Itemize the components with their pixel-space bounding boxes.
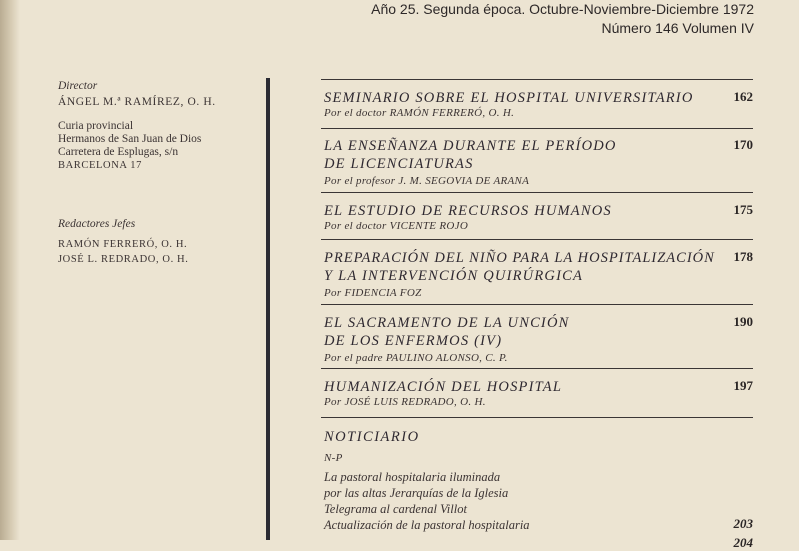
- page-number: 162: [733, 89, 753, 104]
- article-title: EL ESTUDIO DE RECURSOS HUMANOS: [324, 203, 612, 219]
- toc-rule: [321, 417, 753, 418]
- page-number: 203: [733, 516, 753, 531]
- column-divider: [266, 78, 270, 540]
- toc-entry[interactable]: [324, 249, 753, 299]
- news-item: por las altas Jerarquías de la Iglesia: [324, 486, 509, 500]
- toc-entry[interactable]: [324, 89, 753, 119]
- toc-rule: [321, 239, 753, 240]
- editors-label: Redactores Jefes: [58, 218, 136, 230]
- toc-rule: [321, 79, 753, 80]
- page-number: 204: [733, 535, 753, 550]
- page-number: 175: [733, 202, 753, 217]
- address-line: Carretera de Esplugas, s/n: [58, 146, 179, 158]
- article-title: HUMANIZACIÓN DEL HOSPITAL: [324, 379, 563, 395]
- news-item: [324, 517, 753, 533]
- news-item: Telegrama al cardenal Villot: [324, 502, 467, 516]
- director-name: ÁNGEL M.ª RAMÍREZ, O. H.: [58, 96, 216, 108]
- article-author: Por el profesor J. M. SEGOVIA DE ARANA: [324, 175, 530, 187]
- article-author: Por JOSÉ LUIS REDRADO, O. H.: [324, 396, 486, 408]
- toc-entry[interactable]: [324, 378, 753, 408]
- page-gutter-shadow: [0, 0, 20, 540]
- article-title: SEMINARIO SOBRE EL HOSPITAL UNIVERSITARIO: [324, 90, 694, 106]
- toc-entry[interactable]: [324, 314, 753, 364]
- news-item-text: Actualización de la pastoral hospitalaria: [324, 518, 530, 532]
- toc-entry[interactable]: [324, 202, 753, 232]
- editor-name: RAMÓN FERRERÓ, O. H.: [58, 239, 188, 250]
- toc-rule: [321, 304, 753, 305]
- toc-entry[interactable]: [324, 137, 753, 187]
- article-title-cont: DE LICENCIATURAS: [324, 156, 474, 172]
- masthead: [58, 80, 258, 267]
- address-line: Hermanos de San Juan de Dios: [58, 133, 202, 145]
- news-item: La pastoral hospitalaria iluminada: [324, 470, 501, 484]
- address-line: BARCELONA 17: [58, 160, 142, 171]
- article-author: Por el doctor VICENTE ROJO: [324, 220, 469, 232]
- page-number: 197: [733, 378, 753, 393]
- article-title-cont: Y LA INTERVENCIÓN QUIRÚRGICA: [324, 268, 584, 284]
- noticiario-section: [324, 428, 753, 549]
- issue-line: Año 25. Segunda época. Octubre-Noviembre-Diciembre 1972: [371, 1, 754, 17]
- editor-name: JOSÉ L. REDRADO, O. H.: [58, 254, 189, 265]
- section-subtitle: N-P: [324, 452, 343, 464]
- toc-rule: [321, 368, 753, 369]
- article-title: LA ENSEÑANZA DURANTE EL PERÍODO: [324, 138, 617, 154]
- section-title: NOTICIARIO: [324, 429, 420, 445]
- page-number: 170: [733, 137, 753, 152]
- page-number: 178: [733, 249, 753, 264]
- article-author: Por FIDENCIA FOZ: [324, 287, 422, 299]
- article-author: Por el padre PAULINO ALONSO, C. P.: [324, 352, 508, 364]
- news-item-cut: [324, 533, 753, 549]
- address-block: [58, 120, 258, 172]
- director-label: Director: [58, 80, 98, 92]
- address-line: Curia provincial: [58, 120, 134, 132]
- article-title: PREPARACIÓN DEL NIÑO PARA LA HOSPITALIZACIÓN: [324, 250, 715, 266]
- toc-rule: [321, 192, 753, 193]
- issue-number-line: Número 146 Volumen IV: [601, 20, 754, 36]
- article-author: Por el doctor RAMÓN FERRERÓ, O. H.: [324, 107, 515, 119]
- article-title-cont: DE LOS ENFERMOS (IV): [324, 333, 503, 349]
- article-title: EL SACRAMENTO DE LA UNCIÓN: [324, 315, 570, 331]
- toc-rule: [321, 128, 753, 129]
- noticiario-list: [324, 469, 753, 549]
- page-number: 190: [733, 314, 753, 329]
